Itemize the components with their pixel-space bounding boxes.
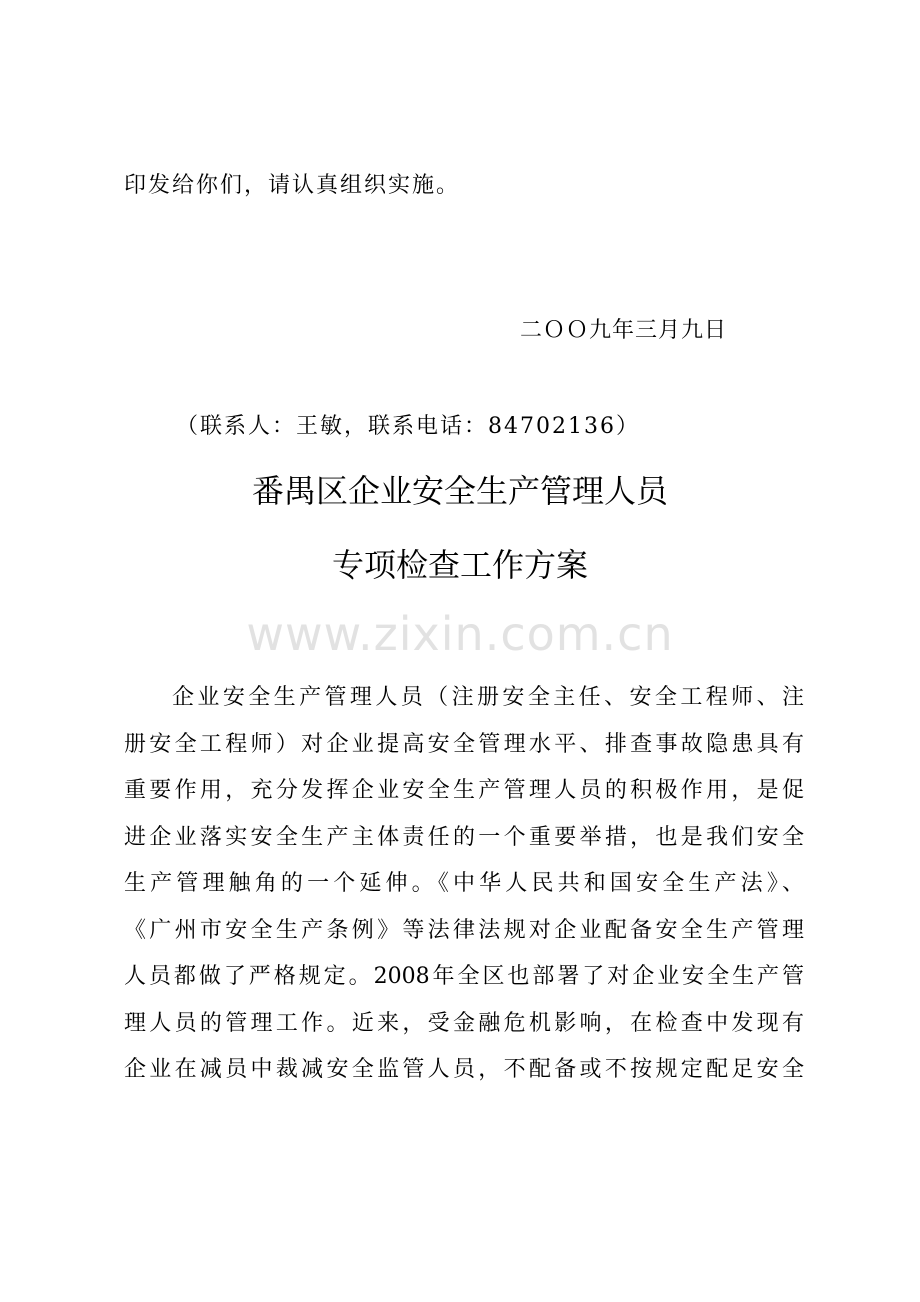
body-line: 册安全工程师）对企业提高安全管理水平、排查事故隐患具有 (124, 731, 804, 757)
document-title-line-2: 专项检查工作方案 (331, 546, 588, 584)
body-line: 重要作用，充分发挥企业安全生产管理人员的积极作用，是促 (124, 778, 804, 803)
contact-info: （联系人：王敏，联系电话：84702136） (176, 414, 640, 439)
body-line: 生产管理触角的一个延伸。《中华人民共和国安全生产法》、 (124, 871, 804, 896)
body-paragraph (124, 675, 804, 1094)
body-line: 理人员的管理工作。近来，受金融危机影响，在检查中发现有 (124, 1010, 804, 1036)
body-line: 《广州市安全生产条例》等法律法规对企业配备安全生产管理 (124, 917, 804, 943)
body-line: 企业在减员中裁减安全监管人员，不配备或不按规定配足安全 (124, 1057, 804, 1082)
document-title-line-1: 番禺区企业安全生产管理人员 (251, 472, 668, 510)
watermark: www.zixin.com.cn (246, 607, 674, 661)
body-line: 进企业落实安全生产主体责任的一个重要举措，也是我们安全 (124, 824, 804, 850)
body-line: 企业安全生产管理人员（注册安全主任、安全工程师、注 (172, 685, 804, 710)
body-line: 人员都做了严格规定。2008年全区也部署了对企业安全生产管 (124, 964, 804, 989)
opening-line: 印发给你们，请认真组织实施。 (124, 173, 461, 198)
issue-date: 二ＯＯ九年三月九日 (520, 318, 728, 343)
